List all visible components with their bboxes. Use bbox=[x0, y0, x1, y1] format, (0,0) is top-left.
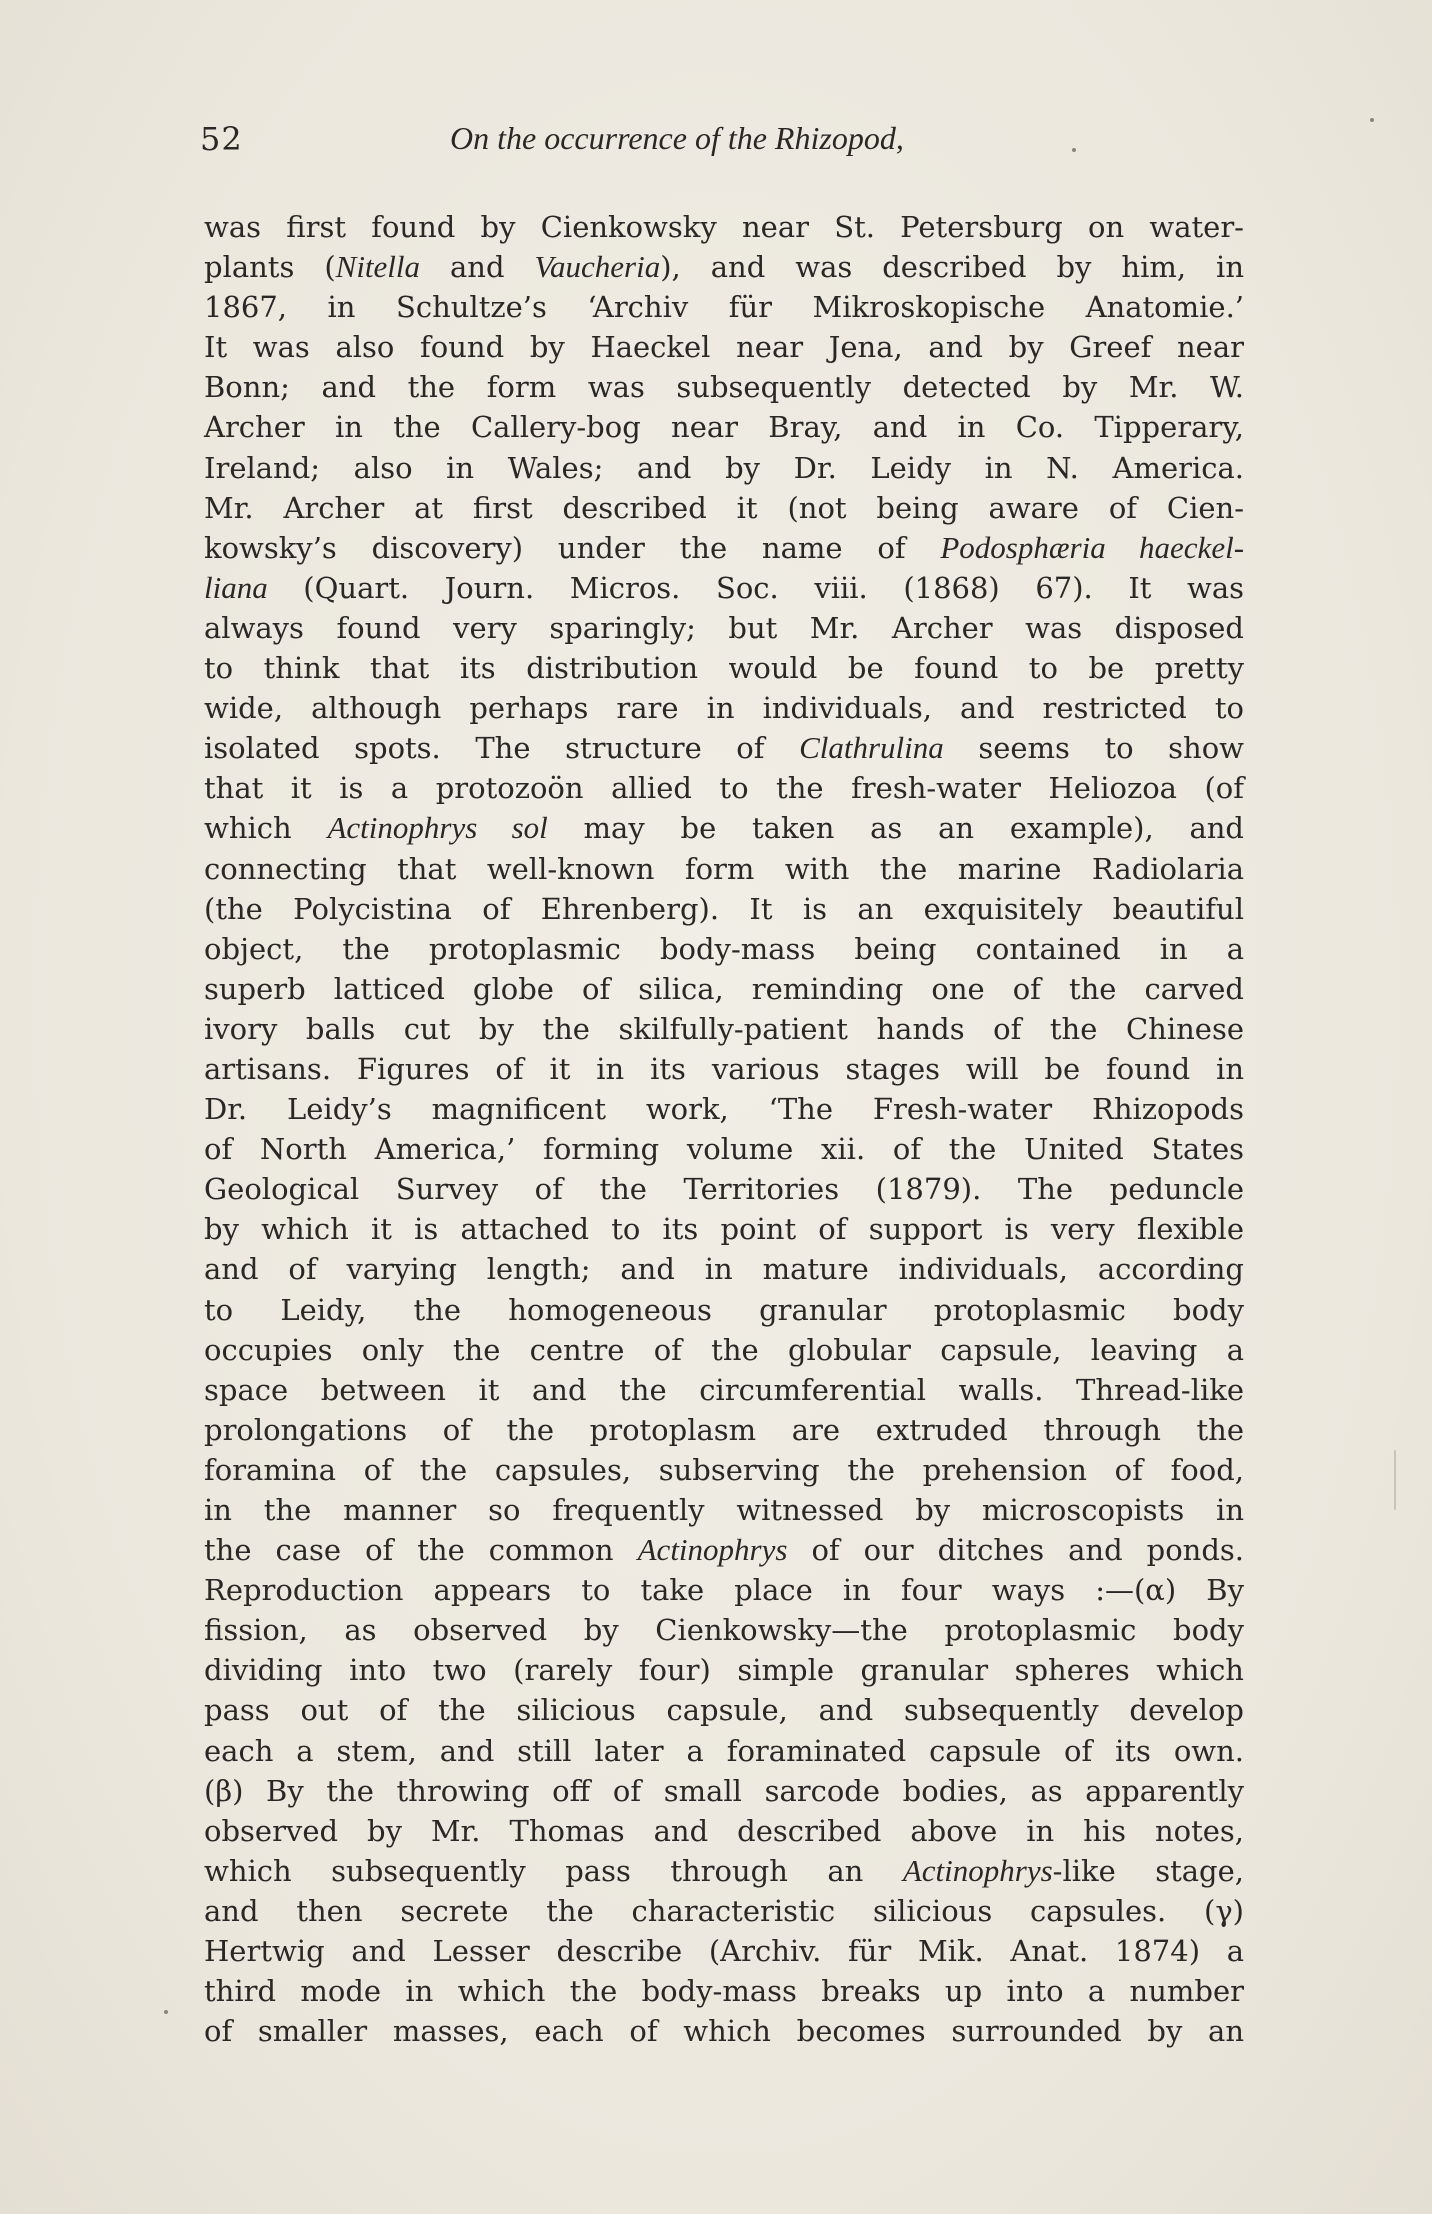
text-line bbox=[204, 367, 1244, 407]
text-line bbox=[204, 1290, 1244, 1330]
text-run: wide, although perhaps rare in individuals, and restricted to bbox=[204, 691, 1244, 726]
text-run: space between it and the circumferential walls. Thread-like bbox=[204, 1372, 1244, 1407]
text-run: and bbox=[420, 250, 535, 285]
text-run: kowsky’s discovery) under the name of bbox=[204, 530, 941, 565]
text-line bbox=[204, 287, 1244, 327]
text-line bbox=[204, 568, 1244, 608]
text-line bbox=[204, 1490, 1244, 1530]
text-run: each a stem, and still later a foraminated capsule of its own. bbox=[204, 1733, 1244, 1768]
text-run: 1867, in Schultze’s ‘Archiv für Mikroskopische Anatomie.’ bbox=[204, 290, 1244, 325]
text-line bbox=[204, 1931, 1244, 1971]
text-line bbox=[204, 1891, 1244, 1931]
text-run: of smaller masses, each of which becomes surrounded by an bbox=[204, 2014, 1244, 2049]
text-line bbox=[204, 407, 1244, 447]
text-line bbox=[204, 448, 1244, 488]
text-line bbox=[204, 528, 1244, 568]
text-run: seems to show bbox=[943, 731, 1244, 766]
text-run: pass out of the silicious capsule, and subsequently develop bbox=[204, 1693, 1244, 1728]
text-run: artisans. Figures of it in its various stages will be found in bbox=[204, 1051, 1244, 1086]
text-run: observed by Mr. Thomas and described above in his notes, bbox=[204, 1813, 1244, 1848]
italic-term: liana bbox=[204, 569, 268, 605]
text-line bbox=[204, 1089, 1244, 1129]
body-text bbox=[204, 207, 1244, 2051]
text-line bbox=[204, 1570, 1244, 1610]
text-line bbox=[204, 1731, 1244, 1771]
paper-speck bbox=[1072, 148, 1076, 152]
text-run: third mode in which the body-mass breaks up into a number bbox=[204, 1974, 1244, 2009]
text-line bbox=[204, 1650, 1244, 1690]
text-line bbox=[204, 1410, 1244, 1450]
page-header bbox=[200, 120, 1248, 170]
text-line bbox=[204, 1971, 1244, 2011]
text-run: connecting that well-known form with the marine Radiolaria bbox=[204, 851, 1244, 886]
text-run: of our ditches and ponds. bbox=[787, 1533, 1245, 1568]
page-number: 52 bbox=[200, 120, 243, 158]
text-line bbox=[204, 1209, 1244, 1249]
text-run: Reproduction appears to take place in four ways :—(α) By bbox=[204, 1573, 1244, 1608]
text-run: (the Polycistina of Ehrenberg). It is an exquisitely beautiful bbox=[204, 891, 1244, 926]
text-run: (β) By the throwing off of small sarcode bodies, as apparently bbox=[204, 1773, 1244, 1808]
text-line bbox=[204, 1530, 1244, 1570]
text-run: always found very sparingly; but Mr. Archer was disposed bbox=[204, 610, 1244, 645]
text-run: the case of the common bbox=[204, 1533, 638, 1568]
text-run: to Leidy, the homogeneous granular protoplasmic body bbox=[204, 1292, 1244, 1327]
italic-term: Clathrulina bbox=[799, 730, 944, 766]
text-line bbox=[204, 1009, 1244, 1049]
text-line bbox=[204, 1811, 1244, 1851]
text-line bbox=[204, 207, 1244, 247]
text-run: -like stage, bbox=[1052, 1853, 1244, 1888]
text-line bbox=[204, 1690, 1244, 1730]
running-head: On the occurrence of the Rhizopod, bbox=[450, 120, 904, 156]
text-line bbox=[204, 929, 1244, 969]
text-line bbox=[204, 1771, 1244, 1811]
text-run: in the manner so frequently witnessed by microscopists in bbox=[204, 1493, 1244, 1527]
text-run: plants ( bbox=[204, 250, 336, 285]
text-run: occupies only the centre of the globular capsule, leaving a bbox=[204, 1332, 1244, 1367]
italic-term: Actinophrys bbox=[637, 1532, 788, 1568]
text-line bbox=[204, 768, 1244, 808]
text-run: prolongations of the protoplasm are extruded through the bbox=[204, 1412, 1244, 1447]
text-line bbox=[204, 1049, 1244, 1089]
text-run: to think that its distribution would be found to be pretty bbox=[204, 651, 1244, 686]
text-run: Ireland; also in Wales; and by Dr. Leidy in N. America. bbox=[204, 450, 1244, 485]
text-run: fission, as observed by Cienkowsky—the protoplasmic body bbox=[204, 1613, 1244, 1648]
text-run: isolated spots. The structure of bbox=[204, 731, 800, 766]
text-run: It was also found by Haeckel near Jena, and by Greef near bbox=[204, 330, 1244, 365]
text-line bbox=[204, 1450, 1244, 1490]
italic-term: Podosphæria haeckel- bbox=[940, 529, 1245, 565]
text-run: ), and was described by him, in bbox=[660, 250, 1245, 285]
text-run: superb latticed globe of silica, reminding one of the carved bbox=[204, 971, 1244, 1006]
text-line bbox=[204, 1370, 1244, 1410]
text-run: was first found by Cienkowsky near St. Petersburg on water- bbox=[204, 210, 1244, 244]
text-line bbox=[204, 488, 1244, 528]
text-line bbox=[204, 1249, 1244, 1289]
text-run: Geological Survey of the Territories (1879). The peduncle bbox=[204, 1172, 1244, 1207]
text-line bbox=[204, 648, 1244, 688]
text-run: and of varying length; and in mature individuals, according bbox=[204, 1252, 1244, 1287]
text-run: that it is a protozoön allied to the fresh-water Heliozoa (of bbox=[204, 771, 1244, 806]
text-run: dividing into two (rarely four) simple granular spheres which bbox=[204, 1653, 1244, 1688]
text-run: Mr. Archer at first described it (not being aware of Cien- bbox=[204, 490, 1244, 525]
paper-speck bbox=[164, 2010, 168, 2014]
text-line bbox=[204, 1851, 1244, 1891]
text-run: by which it is attached to its point of support is very flexible bbox=[204, 1212, 1244, 1247]
text-line bbox=[204, 1610, 1244, 1650]
text-run: ivory balls cut by the skilfully-patient hands of the Chinese bbox=[204, 1011, 1244, 1046]
text-line bbox=[204, 327, 1244, 367]
italic-term: Actinophrys bbox=[902, 1852, 1053, 1888]
paper-speck bbox=[1370, 118, 1374, 122]
text-line bbox=[204, 889, 1244, 929]
text-line bbox=[204, 2011, 1244, 2051]
text-run: which bbox=[204, 811, 328, 846]
text-line bbox=[204, 1169, 1244, 1209]
text-line bbox=[204, 849, 1244, 889]
text-run: of North America,’ forming volume xii. of the United States bbox=[204, 1132, 1244, 1167]
text-line bbox=[204, 969, 1244, 1009]
text-line bbox=[204, 608, 1244, 648]
italic-term: Nitella bbox=[335, 249, 421, 285]
text-line bbox=[204, 808, 1244, 848]
text-line bbox=[204, 1330, 1244, 1370]
text-line bbox=[204, 728, 1244, 768]
italic-term: Vaucheria bbox=[534, 249, 661, 285]
text-line bbox=[204, 1129, 1244, 1169]
text-run: which subsequently pass through an bbox=[204, 1853, 903, 1888]
paper-speck bbox=[1394, 1450, 1396, 1510]
text-line bbox=[204, 688, 1244, 728]
text-run: foramina of the capsules, subserving the prehension of food, bbox=[204, 1452, 1244, 1487]
italic-term: Actinophrys sol bbox=[327, 810, 548, 846]
text-run: Dr. Leidy’s magnificent work, ‘The Fresh-water Rhizopods bbox=[204, 1092, 1244, 1127]
text-run: object, the protoplasmic body-mass being contained in a bbox=[204, 931, 1244, 966]
text-run: Archer in the Callery-bog near Bray, and in Co. Tipperary, bbox=[204, 410, 1244, 445]
text-run: may be taken as an example), and bbox=[547, 811, 1244, 846]
text-run: and then secrete the characteristic silicious capsules. (γ) bbox=[204, 1893, 1244, 1928]
text-run: (Quart. Journ. Micros. Soc. viii. (1868) 67). It was bbox=[267, 570, 1244, 605]
text-line bbox=[204, 247, 1244, 287]
text-run: Hertwig and Lesser describe (Archiv. für Mik. Anat. 1874) a bbox=[204, 1934, 1244, 1969]
text-run: Bonn; and the form was subsequently detected by Mr. W. bbox=[204, 370, 1244, 405]
